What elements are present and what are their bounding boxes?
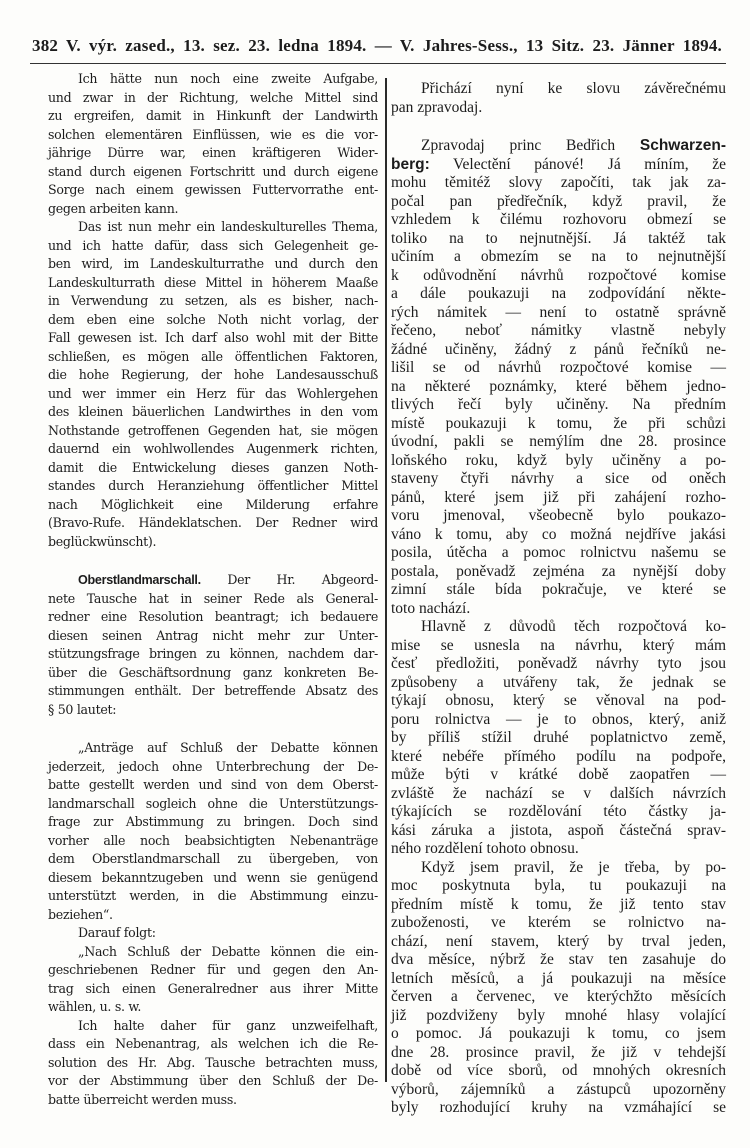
text-line	[48, 533, 378, 552]
text-line	[391, 211, 726, 230]
text-line	[48, 980, 378, 999]
text-line	[391, 822, 726, 841]
text-line	[48, 608, 378, 627]
text-line	[391, 581, 726, 600]
line-text: frage zur Abstimmung zu bringen. Doch sind	[48, 814, 378, 829]
text-line	[48, 218, 378, 237]
line-text: schließen, es mögen alle öffentlichen Faktoren,	[48, 348, 378, 364]
text-line	[391, 174, 726, 193]
text-line	[391, 563, 726, 582]
text-line	[391, 544, 726, 563]
line-text: Darauf folgt:	[78, 925, 156, 940]
line-text: unterstützt werden, in die Abstimmung einzu-	[48, 888, 378, 903]
text-line	[48, 366, 378, 385]
line-text: dem Oberstlandmarschall zu übergeben, von	[48, 851, 378, 866]
line-text: „Nach Schluß der Debatte können die ein-	[78, 943, 378, 959]
text-line	[391, 507, 726, 526]
line-text: týkají obnosu, který se věnoval na pod-	[391, 692, 726, 709]
line-text: und wer immer ein Herz für das Wohlergehen	[48, 385, 378, 401]
text-line	[391, 193, 726, 212]
line-text: diesem bekanntzugeben und wenn sie genügend	[48, 869, 378, 885]
line-text: über die Geschäftsordnung ganz konkreten Be-	[48, 664, 378, 680]
line-text: a dále poukazuji na zodpovídání někte-	[391, 285, 726, 302]
column-divider	[385, 78, 387, 1082]
line-text: Ich hätte nun noch eine zweite Aufgabe,	[78, 71, 378, 86]
line-text: učiním a obmezím se na to nejnutnější	[391, 248, 726, 265]
text-line	[391, 433, 726, 452]
line-text: staveny čtyři návrhy a sice od oněch	[391, 470, 726, 487]
line-text: standes durch Heranziehung öffentlicher Mittel	[48, 478, 378, 493]
line-text: letních měsíců, a já poukazuji na měsíce	[391, 969, 726, 987]
text-line	[391, 637, 726, 656]
text-line	[48, 664, 378, 683]
line-text: (Bravo-Rufe. Händeklatschen. Der Redner wird	[48, 515, 378, 530]
text-line	[48, 144, 378, 163]
line-text: zu ergreifen, damit in Hinkunft der Landwirth	[48, 108, 378, 123]
line-text: trag sich einen Generalredner aus ihrer Mitte	[48, 980, 378, 996]
line-text: Velectění pánové! Já míním, že	[429, 155, 726, 173]
line-text: batte gestellt werden und sind von dem Oberst-	[48, 777, 378, 792]
text-line	[48, 813, 378, 832]
text-line	[48, 850, 378, 869]
text-line	[48, 126, 378, 145]
line-text: červen a červenec, ve kterýchžto měsících	[391, 988, 726, 1005]
text-line	[48, 943, 378, 962]
text-line	[48, 1091, 378, 1110]
line-text: toliko na to nejnutnější. Já taktéž tak	[391, 229, 726, 247]
line-text: lišil se od návrhů rozpočtové komise —	[391, 359, 726, 376]
text-line	[391, 1081, 726, 1100]
line-text: Hlavně z důvodů těch rozpočtová ko-	[421, 618, 726, 635]
text-line	[48, 739, 378, 758]
line-text: výborů, zájemníků a zástupců upozorněny	[391, 1080, 726, 1098]
text-line	[48, 1017, 378, 1036]
text-line	[391, 729, 726, 748]
text-line	[391, 470, 726, 489]
line-text: vzhledem k čilému rozhovoru obmezí se	[391, 211, 726, 228]
text-line	[391, 341, 726, 360]
text-line	[48, 107, 378, 126]
line-text: dem eben eine solche Noth nicht vorlag, der	[48, 311, 378, 327]
line-text: zimní stále bída pokračuje, ve které se	[391, 581, 726, 598]
line-text: váno k tomu, aby co možná nejdříve jakási	[391, 525, 726, 543]
german-column	[48, 70, 378, 1109]
line-text: ben wird, im Landeskulturrathe und durch den	[48, 256, 378, 271]
line-text: nete Tausche hat in seiner Rede als General-	[48, 590, 378, 606]
line-text: byly rozhodující kruhy na vzmáhající se	[391, 1099, 726, 1116]
line-text: § 50 lautet:	[48, 701, 117, 717]
text-line	[391, 156, 726, 175]
line-text: Ich halte daher für ganz unzweifelhaft,	[78, 1017, 378, 1033]
line-text: voru jmenoval, všeobecně bylo poukazo-	[391, 507, 726, 524]
text-line	[391, 285, 726, 304]
line-text: úvodní, pakli se nemýlím dne 28. prosince	[391, 433, 726, 450]
text-line	[48, 832, 378, 851]
line-text: může býti v krátké době zaopatřen —	[391, 766, 726, 783]
line-text: vor der Abstimmung über den Schluß der De-	[48, 1073, 378, 1088]
text-line	[391, 415, 726, 434]
text-line	[48, 758, 378, 777]
text-line	[391, 99, 726, 118]
text-line	[391, 692, 726, 711]
text-line	[48, 1072, 378, 1091]
line-text: by příliš stížil druhé poplatnictvo země,	[391, 729, 726, 746]
line-text: kási záruka a jistota, aspoň částečná sprav-	[391, 821, 726, 839]
text-line	[391, 230, 726, 249]
line-text: počal pan předřečník, když pravil, že	[391, 192, 726, 210]
line-text: pan zpravodaj.	[391, 98, 483, 116]
text-line	[48, 348, 378, 367]
speaker-name: Schwarzen-	[639, 137, 726, 154]
text-line	[48, 998, 378, 1017]
line-text: pánů, které jsem již při zahájení rozho-	[391, 488, 726, 506]
text-line	[48, 645, 378, 664]
text-line	[391, 859, 726, 878]
line-text: zuboženosti, ve kterém se rolnictvo na-	[391, 914, 726, 931]
line-text: solchen elementären Einflüssen, wie es die vor-	[48, 126, 378, 142]
text-line	[48, 701, 378, 720]
line-text: jährige Dürre war, einen kräftigeren Wider-	[48, 145, 378, 160]
text-line	[48, 1054, 378, 1073]
line-text: redner eine Resolution beantragt; ich bedauere	[48, 609, 378, 624]
line-text: wählen, u. s. w.	[48, 999, 142, 1014]
line-text: dauernd ein wohlwollendes Augenmerk richten,	[48, 441, 378, 456]
header-rule	[30, 63, 726, 64]
line-text: místě poukazuji k tomu, že při schůzi	[391, 414, 726, 432]
text-line	[391, 766, 726, 785]
line-text: o pomoc. Já poukazuji k tomu, co jsem	[391, 1025, 726, 1042]
text-line	[391, 452, 726, 471]
line-text: česť předložiti, poněvadž návrhy tyto jsou	[391, 655, 726, 672]
line-text: způsobeny a utvářeny tak, že jednak se	[391, 673, 726, 691]
text-line	[48, 385, 378, 404]
speaker-name: Oberstlandmarschall.	[78, 573, 201, 587]
text-line	[48, 924, 378, 943]
line-text: posila, útěcha a pomoc rolnictvu našemu se	[391, 544, 726, 561]
line-text: chází, není stavem, který by trval jeden,	[391, 932, 726, 950]
line-text: geschriebenen Redner für und gegen den An-	[48, 962, 378, 977]
text-line	[391, 970, 726, 989]
text-line	[48, 311, 378, 330]
text-line	[48, 440, 378, 459]
text-line	[391, 951, 726, 970]
line-text: toto nachází.	[391, 599, 471, 617]
text-line	[391, 1044, 726, 1063]
line-text: dne 28. prosince pravil, že již v tehdejší	[391, 1043, 726, 1061]
line-text: týkajících se rozdělování této částky ja-	[391, 803, 726, 820]
text-line	[391, 322, 726, 341]
text-line	[391, 396, 726, 415]
text-line	[48, 403, 378, 422]
text-line	[48, 906, 378, 925]
line-text: landmarschall sogleich ohne die Unterstützungs-	[48, 795, 378, 811]
line-text: gegen arbeiten kann.	[48, 200, 179, 216]
line-text: Landeskulturrath diese Mittel in höherem Maaße	[48, 274, 378, 290]
text-line	[48, 961, 378, 980]
line-text: poru rolnictva — je to obnos, který, aniž	[391, 710, 726, 728]
paragraph-gap	[48, 719, 378, 739]
text-line	[391, 748, 726, 767]
line-text: mohu těmitéž slovy započíti, tak jak za-	[391, 174, 726, 191]
speaker-name: berg:	[391, 155, 430, 173]
text-line	[391, 304, 726, 323]
text-line	[48, 514, 378, 533]
text-line	[48, 627, 378, 646]
line-text: damit die Entwickelung dieses ganzen Noth-	[48, 459, 378, 475]
text-line	[48, 571, 378, 590]
text-line	[48, 477, 378, 496]
line-text: zvláště že nachází se v dalších návrzích	[391, 784, 726, 802]
line-text: dva měsíce, nýbrž že stav ten zasahuje do	[391, 951, 726, 968]
line-text: na některé poznámky, které během jedno-	[391, 377, 726, 395]
line-text: batte überreicht werden muss.	[48, 1091, 237, 1107]
paragraph-gap	[48, 551, 378, 571]
text-line	[391, 378, 726, 397]
text-line	[48, 1035, 378, 1054]
text-line	[391, 248, 726, 267]
line-text: „Anträge auf Schluß der Debatte können	[78, 740, 378, 755]
text-line	[391, 914, 726, 933]
text-line	[48, 496, 378, 515]
text-line	[48, 70, 378, 89]
text-line	[48, 329, 378, 348]
text-line	[48, 163, 378, 182]
text-line	[391, 1099, 726, 1118]
text-line	[391, 526, 726, 545]
text-line	[391, 896, 726, 915]
line-text: beziehen“.	[48, 906, 113, 922]
text-line	[391, 267, 726, 286]
line-text: rých námitek — není to ostatně správně	[391, 303, 726, 321]
czech-column	[391, 80, 726, 1118]
text-line	[48, 292, 378, 311]
line-text: řečeno, neboť námitky vlastně nebyly	[391, 322, 726, 339]
line-text: stand durch eigenen Fortschritt und durch eigene	[48, 163, 378, 179]
text-line	[48, 255, 378, 274]
text-line	[48, 887, 378, 906]
text-line	[391, 711, 726, 730]
line-text: solution des Hr. Abg. Tausche betrachten muss,	[48, 1054, 378, 1070]
line-text: žádné učiněny, žádný z pánů řečníků ne-	[391, 340, 726, 358]
text-line	[48, 181, 378, 200]
line-text: tlivých řečí byly učiněny. Na předním	[391, 396, 726, 413]
text-line	[48, 89, 378, 108]
line-text: und ich hatte dafür, dass sich Gelegenheit ge-	[48, 237, 378, 253]
text-line	[391, 674, 726, 693]
line-text: ného rozdělení tohoto obnosu.	[391, 840, 579, 857]
line-text: jederzeit, jedoch ohne Unterbrechung der De-	[48, 758, 378, 774]
text-line	[391, 803, 726, 822]
text-line	[391, 655, 726, 674]
text-line	[391, 618, 726, 637]
line-text: nach Möglichkeit eine Milderung erfahre	[48, 496, 378, 512]
line-text: Fall gewesen ist. Ich darf also wohl mit der Bitte	[48, 330, 378, 345]
line-text: mise se usnesla na návrhu, který mám	[391, 636, 726, 654]
text-line	[391, 988, 726, 1007]
text-line	[48, 200, 378, 219]
line-text: diesen seinen Antrag nicht mehr zur Unter-	[48, 627, 378, 643]
text-line	[48, 459, 378, 478]
text-line	[391, 840, 726, 859]
line-text: stimmungen enthält. Der betreffende Absatz des	[48, 683, 378, 698]
line-text: Zpravodaj princ Bedřich	[421, 137, 640, 154]
text-line	[48, 795, 378, 814]
paragraph-gap	[391, 117, 726, 137]
line-text: des kleinen bäuerlichen Landwirthes in den vom	[48, 404, 378, 419]
text-line	[391, 489, 726, 508]
text-line	[391, 137, 726, 156]
line-text: in Verwendung zu setzen, als es bisher, nach-	[48, 293, 378, 308]
line-text: Sorge nach einem gewissen Futtervorrathe ent-	[48, 182, 378, 197]
text-line	[391, 1025, 726, 1044]
line-text: Přichází nyní ke slovu závěrečnému	[421, 80, 726, 97]
text-line	[48, 237, 378, 256]
line-text: stützungsfrage bringen zu können, nachdem dar-	[48, 646, 378, 661]
line-text: beglückwünscht).	[48, 533, 157, 549]
text-line	[48, 776, 378, 795]
line-text: Nothstande getroffenen Gegenden hat, sie mögen	[48, 422, 378, 438]
line-text: předním místě k tomu, že již tento stav	[391, 895, 726, 913]
line-text: k odůvodnění návrhů rozpočtové komise	[391, 266, 726, 284]
line-text: vorher alle noch beabsichtigten Nebenanträge	[48, 832, 378, 848]
line-text: Der Hr. Abgeord-	[200, 572, 378, 587]
line-text: Když jsem pravil, že je třeba, by po-	[421, 858, 726, 876]
line-text: loňského roku, když byly učiněny a po-	[391, 451, 726, 469]
text-line	[48, 682, 378, 701]
line-text: die hohe Regierung, der hohe Landesausschuß	[48, 367, 378, 382]
text-line	[391, 600, 726, 619]
text-line	[391, 877, 726, 896]
line-text: době od více sborů, od mnohých okresních	[391, 1062, 726, 1079]
line-text: již pozdviženy byly mnohé hlasy volající	[391, 1006, 726, 1024]
line-text: Das ist nun mehr ein landeskulturelles Thema,	[78, 219, 378, 234]
text-line	[48, 590, 378, 609]
text-line	[48, 274, 378, 293]
line-text: které nebéře přímého podílu na podpoře,	[391, 747, 726, 765]
text-line	[391, 80, 726, 99]
text-line	[391, 785, 726, 804]
line-text: und zwar in der Richtung, welche Mittel sind	[48, 89, 378, 105]
line-text: moc poskytnuta byla, tu poukazuji na	[391, 877, 726, 894]
page-header: 382 V. výr. zased., 13. sez. 23. ledna 1894. — V. Jahres-Sess., 13 Sitz. 23. Jänner 1894.	[32, 36, 722, 55]
line-text: postala, poněvadž zejména za nynější doby	[391, 562, 726, 580]
text-line	[391, 1007, 726, 1026]
text-line	[391, 933, 726, 952]
text-line	[48, 422, 378, 441]
text-line	[391, 1062, 726, 1081]
text-line	[48, 869, 378, 888]
text-line	[391, 359, 726, 378]
line-text: dass ein Nebenantrag, als welchen ich die Re-	[48, 1036, 378, 1051]
